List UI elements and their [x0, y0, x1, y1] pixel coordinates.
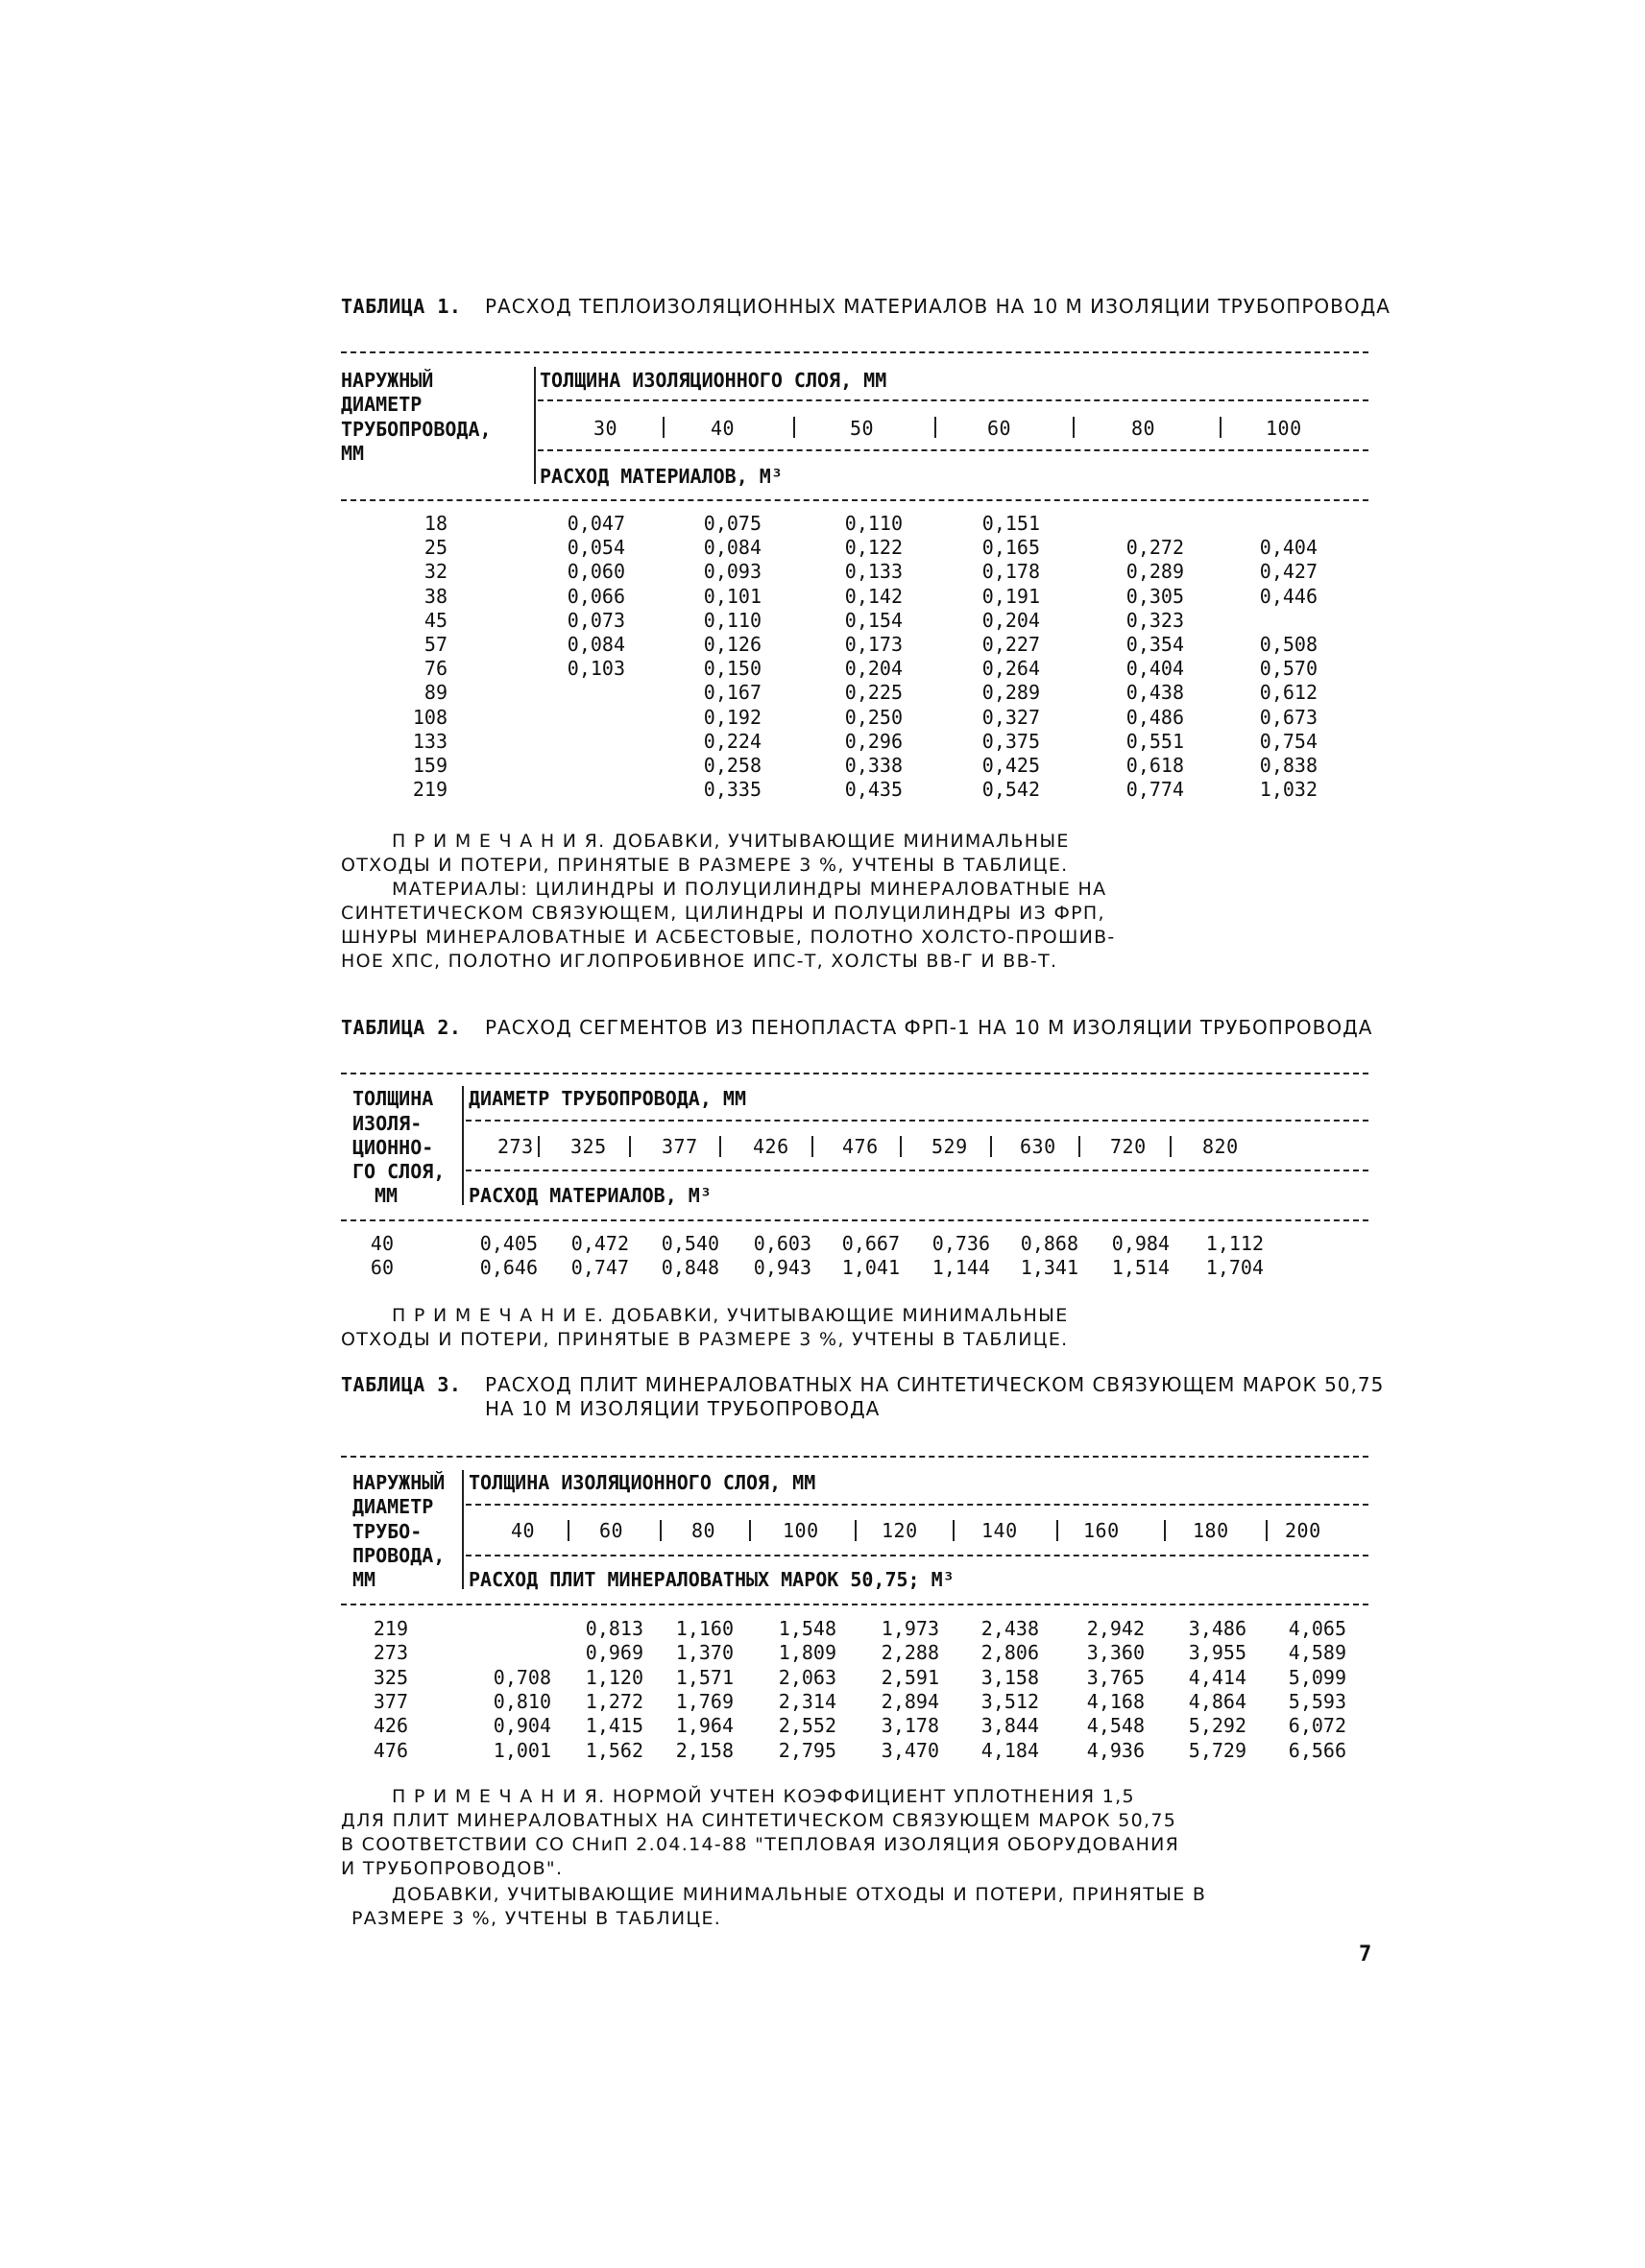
table2-col-header: 720: [1110, 1135, 1147, 1158]
table1-cell: 0,404: [1125, 657, 1184, 680]
table2-col-sep: [990, 1136, 992, 1157]
table1-cell: 0,150: [703, 657, 762, 680]
table2-col-header: 529: [931, 1135, 968, 1158]
table3-col-sep: [749, 1520, 751, 1541]
table3-cell: 5,099: [1288, 1666, 1346, 1689]
table3-cell: 3,844: [980, 1714, 1039, 1737]
table1-caption-label: ТАБЛИЦА 1.: [341, 295, 462, 318]
table3-caption-text: РАСХОД ПЛИТ МИНЕРАЛОВАТНЫХ НА СИНТЕТИЧЕСКОМ СВЯЗУЮЩЕМ МАРОК 50,75: [485, 1373, 1385, 1396]
table3-rowhdr-5: ММ: [352, 1568, 376, 1591]
table2-thickness: 40: [370, 1232, 394, 1255]
table3-cell: 2,288: [881, 1641, 939, 1664]
table1-cell: 0,060: [567, 560, 625, 583]
table1-col-header: 50: [850, 417, 875, 440]
table2-col-sep: [629, 1136, 631, 1157]
table2-note-line: ОТХОДЫ И ПОТЕРИ, ПРИНЯТЫЕ В РАЗМЕРЕ 3 %, УЧТЕНЫ В ТАБЛИЦЕ.: [341, 1329, 1069, 1350]
table3-rowhdr-2: ДИАМЕТР: [352, 1495, 434, 1518]
table1-diameter: 108: [412, 706, 448, 729]
table3-rule-body: [341, 1604, 1368, 1605]
table2-col-header: 273: [497, 1135, 534, 1158]
table3-rule-cols: [466, 1555, 1368, 1556]
table1-cell: 0,047: [567, 512, 625, 535]
table3-note-line: В СООТВЕТСТВИИ СО СНиП 2.04.14-88 "ТЕПЛОВАЯ ИЗОЛЯЦИЯ ОБОРУДОВАНИЯ: [341, 1834, 1180, 1855]
table3-rule-group: [466, 1504, 1368, 1506]
table1-col-header: 30: [593, 417, 618, 440]
table1-rowhdr-1: НАРУЖНЫЙ: [341, 369, 434, 392]
table1-diameter: 32: [423, 560, 448, 583]
table1-group-header: ТОЛЩИНА ИЗОЛЯЦИОННОГО СЛОЯ, ММ: [540, 369, 887, 392]
table1-cell: 0,425: [981, 754, 1040, 777]
table1-note-line: ШНУРЫ МИНЕРАЛОВАТНЫЕ И АСБЕСТОВЫЕ, ПОЛОТНО ХОЛСТО-ПРОШИВ-: [341, 927, 1116, 948]
table3-unit-header: РАСХОД ПЛИТ МИНЕРАЛОВАТНЫХ МАРОК 50,75; М³: [469, 1568, 955, 1591]
table1-col-header: 60: [987, 417, 1012, 440]
table1-cell: 0,508: [1259, 633, 1318, 656]
table1-cell: 0,272: [1125, 536, 1184, 559]
table3-col-sep: [660, 1520, 662, 1541]
table3-cell: 5,292: [1188, 1714, 1246, 1737]
table1-cell: 0,084: [703, 536, 762, 559]
table3-cell: 2,795: [778, 1739, 836, 1762]
table1-cell: 0,612: [1259, 681, 1318, 704]
table3-cell: 3,360: [1086, 1641, 1145, 1664]
table1-cell: 0,296: [844, 730, 903, 753]
table1-cell: 0,191: [981, 585, 1040, 608]
table1-cell: 0,054: [567, 536, 625, 559]
table3-diameter: 377: [373, 1690, 408, 1713]
table1-cell: 0,073: [567, 609, 625, 632]
table1-cell: 0,142: [844, 585, 903, 608]
table2-cell: 1,144: [931, 1256, 990, 1279]
table3-cell: 2,591: [881, 1666, 939, 1689]
table2-cell: 1,514: [1111, 1256, 1170, 1279]
table2-cell: 0,540: [661, 1232, 719, 1255]
table1-note-line: НОЕ ХПС, ПОЛОТНО ИГЛОПРОБИВНОЕ ИПС-Т, ХОЛСТЫ ВВ-Г И ВВ-Т.: [341, 951, 1058, 972]
table2-rowhdr-4: ГО СЛОЯ,: [352, 1160, 446, 1183]
table3-col-header: 140: [981, 1519, 1018, 1542]
table3-cell: 5,593: [1288, 1690, 1346, 1713]
table1-cell: 0,250: [844, 706, 903, 729]
table2-rule-top: [341, 1073, 1368, 1074]
table1-cell: 0,110: [844, 512, 903, 535]
table2-col-sep: [719, 1136, 721, 1157]
table1-cell: 0,289: [981, 681, 1040, 704]
table1-cell: 0,225: [844, 681, 903, 704]
table1-rule-top: [341, 351, 1368, 353]
table3-cell: 4,864: [1188, 1690, 1246, 1713]
table3-cell: 2,806: [980, 1641, 1039, 1664]
table1-cell: 0,327: [981, 706, 1040, 729]
table3-cell: 3,512: [980, 1690, 1039, 1713]
table1-cell: 0,173: [844, 633, 903, 656]
table1-diameter: 18: [423, 512, 448, 535]
table2-rowhdr-3: ЦИОННО-: [352, 1136, 434, 1159]
table3-col-sep: [855, 1520, 857, 1541]
table1-cell: 0,838: [1259, 754, 1318, 777]
table3-cell: 2,942: [1086, 1617, 1145, 1640]
table2-col-sep: [1170, 1136, 1172, 1157]
table3-rowhdr-3: ТРУБО-: [352, 1520, 423, 1543]
table1-cell: 0,154: [844, 609, 903, 632]
table1-caption-text: РАСХОД ТЕПЛОИЗОЛЯЦИОННЫХ МАТЕРИАЛОВ НА 10 М ИЗОЛЯЦИИ ТРУБОПРОВОДА: [485, 295, 1391, 318]
table1-col-header: 80: [1131, 417, 1156, 440]
table3-cell: 2,438: [980, 1617, 1039, 1640]
table1-cell: 0,323: [1125, 609, 1184, 632]
table3-cell: 1,562: [585, 1739, 643, 1762]
table3-col-header: 60: [599, 1519, 624, 1542]
table3-cell: 2,063: [778, 1666, 836, 1689]
table1-cell: 0,551: [1125, 730, 1184, 753]
table3-col-header: 180: [1193, 1519, 1229, 1542]
table1-cell: 0,264: [981, 657, 1040, 680]
table3-col-sep: [953, 1520, 955, 1541]
table2-caption-label: ТАБЛИЦА 2.: [341, 1016, 462, 1039]
table1-cell: 0,178: [981, 560, 1040, 583]
table1-cell: 0,151: [981, 512, 1040, 535]
table1-cell: 0,084: [567, 633, 625, 656]
table3-cell: 4,168: [1086, 1690, 1145, 1713]
table3-diameter: 273: [373, 1641, 408, 1664]
table3-cell: 2,314: [778, 1690, 836, 1713]
table1-diameter: 38: [423, 585, 448, 608]
table1-cell: 0,204: [844, 657, 903, 680]
table1-rule-cols: [538, 449, 1368, 451]
table2-cell: 0,943: [753, 1256, 811, 1279]
table3-cell: 4,936: [1086, 1739, 1145, 1762]
table1-cell: 0,774: [1125, 778, 1184, 801]
table1-rowhdr-2: ДИАМЕТР: [341, 393, 423, 416]
table1-cell: 0,066: [567, 585, 625, 608]
table2-col-header: 476: [842, 1135, 879, 1158]
table3-cell: 0,813: [585, 1617, 643, 1640]
table2-unit-header: РАСХОД МАТЕРИАЛОВ, М³: [469, 1184, 712, 1207]
table2-cell: 0,984: [1111, 1232, 1170, 1255]
table1-cell: 0,305: [1125, 585, 1184, 608]
table3-cell: 2,158: [675, 1739, 734, 1762]
table3-cell: 0,969: [585, 1641, 643, 1664]
table1-cell: 0,093: [703, 560, 762, 583]
table3-cell: 1,973: [881, 1617, 939, 1640]
table1-note-line: ОТХОДЫ И ПОТЕРИ, ПРИНЯТЫЕ В РАЗМЕРЕ 3 %, УЧТЕНЫ В ТАБЛИЦЕ.: [341, 855, 1069, 876]
table2-group-header: ДИАМЕТР ТРУБОПРОВОДА, ММ: [469, 1087, 746, 1110]
table1-cell: 0,375: [981, 730, 1040, 753]
table1-cell: 0,354: [1125, 633, 1184, 656]
table3-cell: 3,486: [1188, 1617, 1246, 1640]
table3-cell: 4,589: [1288, 1641, 1346, 1664]
table3-rule-top: [341, 1456, 1368, 1458]
table1-cell: 0,075: [703, 512, 762, 535]
table2-rule-group: [466, 1120, 1368, 1122]
table1-cell: 0,446: [1259, 585, 1318, 608]
table3-diameter: 476: [373, 1739, 408, 1762]
table1-cell: 0,103: [567, 657, 625, 680]
table3-col-header: 40: [511, 1519, 536, 1542]
table1-diameter: 25: [423, 536, 448, 559]
table3-diameter: 219: [373, 1617, 408, 1640]
table1-rule-body: [341, 499, 1368, 501]
table1-col-sep: [793, 417, 795, 438]
table3-col-header: 160: [1083, 1519, 1120, 1542]
table3-cell: 0,810: [493, 1690, 551, 1713]
table1-cell: 0,673: [1259, 706, 1318, 729]
table1-cell: 0,486: [1125, 706, 1184, 729]
table3-cell: 3,158: [980, 1666, 1039, 1689]
table2-cell: 1,341: [1020, 1256, 1078, 1279]
page-number: 7: [1359, 1942, 1372, 1966]
table1-cell: 0,427: [1259, 560, 1318, 583]
table3-cell: 4,414: [1188, 1666, 1246, 1689]
table1-cell: 0,192: [703, 706, 762, 729]
table2-cell: 0,868: [1020, 1232, 1078, 1255]
table3-cell: 4,548: [1086, 1714, 1145, 1737]
table3-cell: 5,729: [1188, 1739, 1246, 1762]
table3-cell: 4,184: [980, 1739, 1039, 1762]
table1-cell: 0,204: [981, 609, 1040, 632]
table3-cell: 1,548: [778, 1617, 836, 1640]
table2-header-divider: [462, 1086, 464, 1205]
table1-col-sep: [663, 417, 665, 438]
table2-cell: 0,747: [570, 1256, 629, 1279]
table3-cell: 3,955: [1188, 1641, 1246, 1664]
table3-col-sep: [1164, 1520, 1166, 1541]
table1-cell: 0,133: [844, 560, 903, 583]
table1-rule-group: [538, 399, 1368, 401]
table1-unit-header: РАСХОД МАТЕРИАЛОВ, М³: [540, 465, 783, 488]
table3-group-header: ТОЛЩИНА ИЗОЛЯЦИОННОГО СЛОЯ, ММ: [469, 1471, 816, 1494]
table3-cell: 6,566: [1288, 1739, 1346, 1762]
table3-note-line: ДОБАВКИ, УЧИТЫВАЮЩИЕ МИНИМАЛЬНЫЕ ОТХОДЫ И ПОТЕРИ, ПРИНЯТЫЕ В: [392, 1884, 1207, 1905]
table2-rowhdr-2: ИЗОЛЯ-: [352, 1112, 423, 1135]
table3-note-line: И ТРУБОПРОВОДОВ".: [341, 1858, 564, 1879]
table3-note-line: ДЛЯ ПЛИТ МИНЕРАЛОВАТНЫХ НА СИНТЕТИЧЕСКОМ СВЯЗУЮЩЕМ МАРОК 50,75: [341, 1810, 1177, 1831]
table2-rule-body: [341, 1219, 1368, 1221]
table1-cell: 0,289: [1125, 560, 1184, 583]
table1-diameter: 219: [412, 778, 448, 801]
table3-diameter: 426: [373, 1714, 408, 1737]
table1-col-header: 100: [1266, 417, 1302, 440]
table1-header-divider: [534, 367, 536, 484]
table1-cell: 0,110: [703, 609, 762, 632]
table1-cell: 0,570: [1259, 657, 1318, 680]
table2-col-sep: [811, 1136, 813, 1157]
table1-diameter: 89: [423, 681, 448, 704]
table3-cell: 1,160: [675, 1617, 734, 1640]
table3-cell: 4,065: [1288, 1617, 1346, 1640]
table1-col-sep: [1220, 417, 1222, 438]
table1-cell: 0,542: [981, 778, 1040, 801]
table2-note-line: П Р И М Е Ч А Н И Е. ДОБАВКИ, УЧИТЫВАЮЩИЕ МИНИМАЛЬНЫЕ: [392, 1305, 1069, 1326]
table3-cell: 1,370: [675, 1641, 734, 1664]
table2-col-header: 377: [662, 1135, 698, 1158]
table2-caption-text: РАСХОД СЕГМЕНТОВ ИЗ ПЕНОПЛАСТА ФРП-1 НА 10 М ИЗОЛЯЦИИ ТРУБОПРОВОДА: [485, 1016, 1373, 1039]
table1-col-header: 40: [711, 417, 736, 440]
table3-cell: 3,178: [881, 1714, 939, 1737]
table2-col-header: 630: [1020, 1135, 1056, 1158]
table1-rowhdr-3: ТРУБОПРОВОДА,: [341, 418, 492, 441]
table2-col-header: 820: [1202, 1135, 1239, 1158]
table1-cell: 0,101: [703, 585, 762, 608]
table3-cell: 1,809: [778, 1641, 836, 1664]
table3-cell: 6,072: [1288, 1714, 1346, 1737]
table1-note-line: СИНТЕТИЧЕСКОМ СВЯЗУЮЩЕМ, ЦИЛИНДРЫ И ПОЛУЦИЛИНДРЫ ИЗ ФРП,: [341, 903, 1105, 924]
table1-cell: 0,227: [981, 633, 1040, 656]
table2-rowhdr-1: ТОЛЩИНА: [352, 1087, 434, 1110]
table2-cell: 0,667: [841, 1232, 900, 1255]
table1-cell: 1,032: [1259, 778, 1318, 801]
table2-cell: 1,112: [1205, 1232, 1264, 1255]
table3-col-sep: [568, 1520, 569, 1541]
table3-cell: 2,894: [881, 1690, 939, 1713]
table3-cell: 1,001: [493, 1739, 551, 1762]
table3-rowhdr-4: ПРОВОДА,: [352, 1544, 446, 1567]
table3-diameter: 325: [373, 1666, 408, 1689]
table3-cell: 3,470: [881, 1739, 939, 1762]
table1-cell: 0,618: [1125, 754, 1184, 777]
table1-rowhdr-4: ММ: [341, 442, 365, 465]
table1-diameter: 76: [423, 657, 448, 680]
table1-col-sep: [1073, 417, 1075, 438]
table1-note-line: МАТЕРИАЛЫ: ЦИЛИНДРЫ И ПОЛУЦИЛИНДРЫ МИНЕРАЛОВАТНЫЕ НА: [392, 879, 1107, 900]
table2-thickness: 60: [370, 1256, 394, 1279]
table3-col-header: 80: [691, 1519, 716, 1542]
table3-note-line: П Р И М Е Ч А Н И Я. НОРМОЙ УЧТЕН КОЭФФИЦИЕНТ УПЛОТНЕНИЯ 1,5: [392, 1786, 1135, 1807]
table2-cell: 0,848: [661, 1256, 719, 1279]
table3-cell: 1,272: [585, 1690, 643, 1713]
table1-col-sep: [934, 417, 936, 438]
table2-col-sep: [900, 1136, 902, 1157]
table3-cell: 1,769: [675, 1690, 734, 1713]
table3-caption-label: ТАБЛИЦА 3.: [341, 1373, 462, 1396]
table1-diameter: 133: [412, 730, 448, 753]
table1-cell: 0,258: [703, 754, 762, 777]
table3-caption-text-2: НА 10 М ИЗОЛЯЦИИ ТРУБОПРОВОДА: [485, 1397, 881, 1420]
table3-cell: 0,708: [493, 1666, 551, 1689]
table3-cell: 1,571: [675, 1666, 734, 1689]
table1-cell: 0,224: [703, 730, 762, 753]
table1-diameter: 45: [423, 609, 448, 632]
table2-col-sep: [1078, 1136, 1080, 1157]
table2-col-sep: [538, 1136, 540, 1157]
table1-cell: 0,126: [703, 633, 762, 656]
table3-rowhdr-1: НАРУЖНЫЙ: [352, 1471, 446, 1494]
table3-col-header: 100: [783, 1519, 819, 1542]
table2-cell: 0,405: [479, 1232, 538, 1255]
table3-cell: 1,415: [585, 1714, 643, 1737]
table3-cell: 1,120: [585, 1666, 643, 1689]
table3-col-sep: [1056, 1520, 1058, 1541]
table1-cell: 0,167: [703, 681, 762, 704]
table1-cell: 0,438: [1125, 681, 1184, 704]
table1-cell: 0,122: [844, 536, 903, 559]
table2-cell: 0,472: [570, 1232, 629, 1255]
table1-diameter: 159: [412, 754, 448, 777]
table1-cell: 0,338: [844, 754, 903, 777]
table1-cell: 0,754: [1259, 730, 1318, 753]
table1-note-line: П Р И М Е Ч А Н И Я. ДОБАВКИ, УЧИТЫВАЮЩИЕ МИНИМАЛЬНЫЕ: [392, 831, 1070, 852]
table2-rowhdr-5: ММ: [375, 1184, 399, 1207]
table3-col-header: 120: [882, 1519, 918, 1542]
table3-col-header: 200: [1285, 1519, 1321, 1542]
table3-cell: 2,552: [778, 1714, 836, 1737]
table2-cell: 0,646: [479, 1256, 538, 1279]
table2-cell: 1,704: [1205, 1256, 1264, 1279]
table1-diameter: 57: [423, 633, 448, 656]
table3-col-sep: [1266, 1520, 1268, 1541]
table1-cell: 0,404: [1259, 536, 1318, 559]
table3-header-divider: [462, 1470, 464, 1589]
table3-cell: 3,765: [1086, 1666, 1145, 1689]
table3-note-line: РАЗМЕРЕ 3 %, УЧТЕНЫ В ТАБЛИЦЕ.: [351, 1908, 722, 1929]
table3-cell: 1,964: [675, 1714, 734, 1737]
table1-cell: 0,335: [703, 778, 762, 801]
table3-cell: 0,904: [493, 1714, 551, 1737]
table1-cell: 0,435: [844, 778, 903, 801]
table2-col-header: 426: [753, 1135, 789, 1158]
table2-col-header: 325: [570, 1135, 607, 1158]
table2-rule-cols: [466, 1170, 1368, 1171]
table1-cell: 0,165: [981, 536, 1040, 559]
table2-cell: 1,041: [841, 1256, 900, 1279]
table2-cell: 0,603: [753, 1232, 811, 1255]
table2-cell: 0,736: [931, 1232, 990, 1255]
